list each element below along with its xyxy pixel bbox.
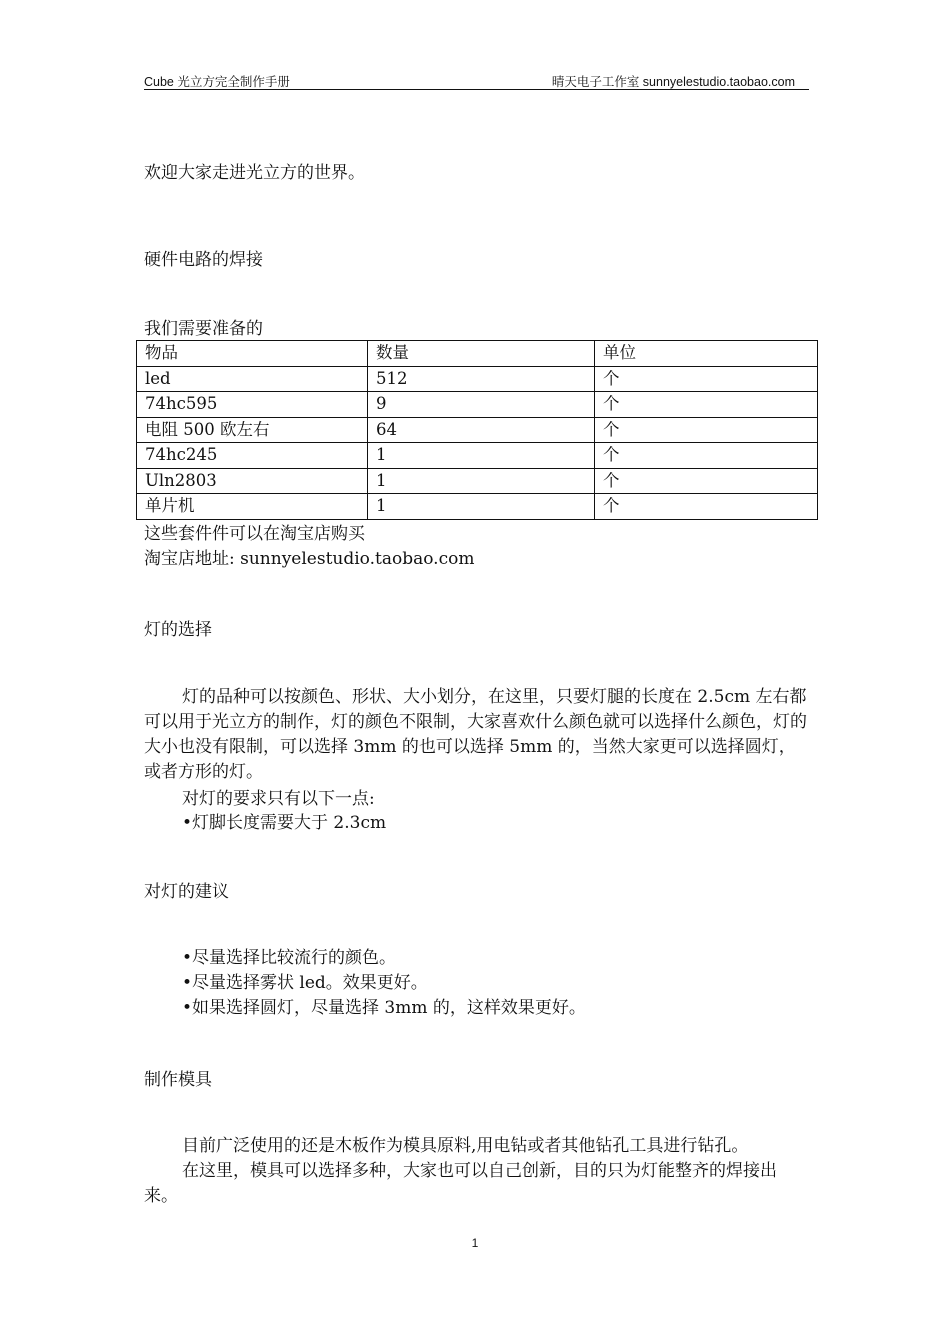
table-cell: 个	[595, 443, 818, 469]
table-cell: 单片机	[137, 494, 368, 520]
table-cell: 个	[595, 392, 818, 418]
kit-note: 这些套件件可以在淘宝店购买	[144, 524, 365, 544]
led-requirement-intro: 对灯的要求只有以下一点:	[182, 789, 375, 809]
table-cell: 1	[368, 443, 595, 469]
advice-item: •尽量选择雾状 led。效果更好。	[182, 973, 428, 993]
advice-item: •如果选择圆灯，尽量选择 3mm 的，这样效果更好。	[182, 998, 586, 1018]
header-doc-title: Cube 光立方完全制作手册	[144, 75, 290, 89]
advice-item: •尽量选择比较流行的颜色。	[182, 948, 397, 968]
table-cell: 个	[595, 417, 818, 443]
table-header-row	[137, 341, 818, 367]
table-cell: 74hc245	[137, 443, 368, 469]
mold-paragraph-1: 目前广泛使用的还是木板作为模具原料,用电钻或者其他钻孔工具进行钻孔。	[182, 1136, 749, 1156]
table-cell: 个	[595, 468, 818, 494]
table-cell: Uln2803	[137, 468, 368, 494]
header-studio-url: 晴天电子工作室 sunnyelestudio.taobao.com	[551, 75, 795, 89]
page-number: 1	[471, 1236, 479, 1250]
table-cell: 74hc595	[137, 392, 368, 418]
table-row	[137, 392, 818, 418]
section-heading-led-choice: 灯的选择	[144, 620, 212, 640]
table-header-cell: 物品	[137, 341, 368, 367]
table-cell: 512	[368, 366, 595, 392]
table-row	[137, 417, 818, 443]
table-cell: 9	[368, 392, 595, 418]
table-row	[137, 443, 818, 469]
table-cell: 64	[368, 417, 595, 443]
table-cell: 个	[595, 366, 818, 392]
table-header-cell: 单位	[595, 341, 818, 367]
table-header-cell: 数量	[368, 341, 595, 367]
section-heading-hardware: 硬件电路的焊接	[144, 250, 263, 270]
section-heading-led-advice: 对灯的建议	[144, 882, 229, 902]
table-cell: 1	[368, 494, 595, 520]
table-cell: 1	[368, 468, 595, 494]
page-header	[144, 70, 809, 90]
table-row	[137, 494, 818, 520]
prepare-title: 我们需要准备的	[144, 319, 263, 339]
table-cell: 个	[595, 494, 818, 520]
table-cell: led	[137, 366, 368, 392]
mold-paragraph-2: 在这里，模具可以选择多种，大家也可以自己创新，目的只为灯能整齐的焊接出来。	[144, 1161, 777, 1206]
shop-address: 淘宝店地址: sunnyelestudio.taobao.com	[144, 549, 475, 569]
led-requirement-item: •灯脚长度需要大于 2.3cm	[182, 813, 387, 833]
section-heading-mold: 制作模具	[144, 1070, 212, 1090]
led-choice-paragraph: 灯的品种可以按颜色、形状、大小划分，在这里，只要灯腿的长度在 2.5cm 左右都可以用于光立方的制作，灯的颜色不限制，大家喜欢什么颜色就可以选择什么颜色，灯的大小也没有限制，可以选择 3mm 的也可以选择 5mm 的，当然大家更可以选择圆灯，或者方形的灯。	[144, 687, 807, 782]
table-cell: 电阻 500 欧左右	[137, 417, 368, 443]
materials-table	[136, 340, 818, 520]
welcome-text: 欢迎大家走进光立方的世界。	[144, 163, 365, 183]
table-row	[137, 468, 818, 494]
table-row	[137, 366, 818, 392]
